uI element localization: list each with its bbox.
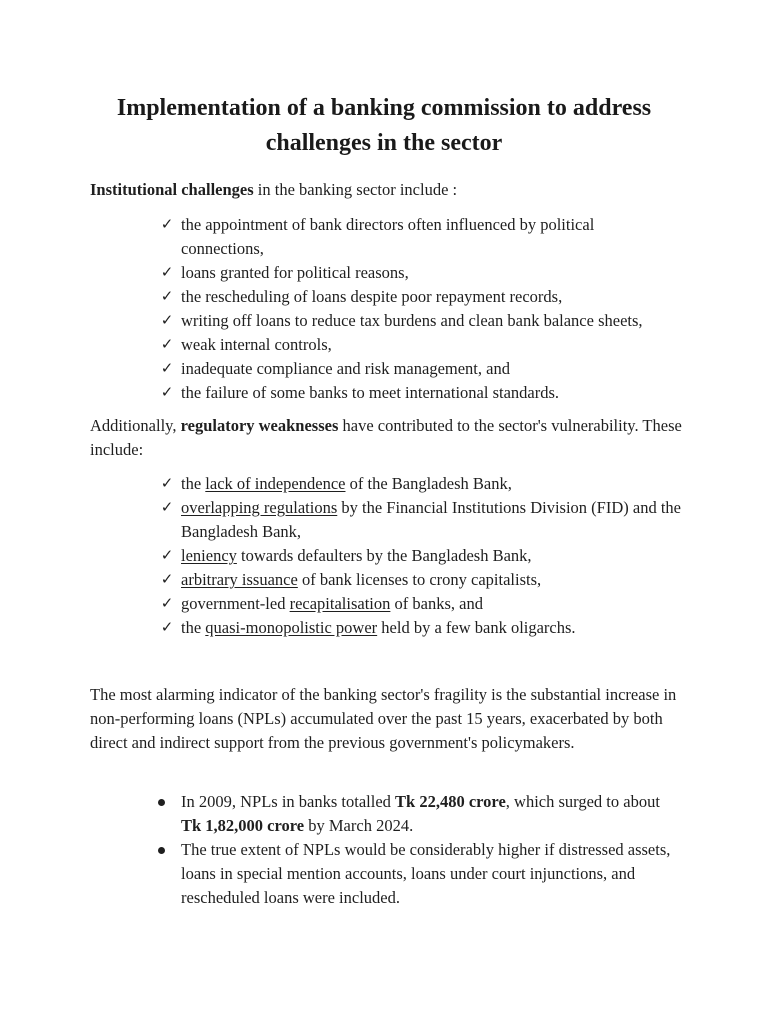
check-icon: ✓ (160, 337, 174, 353)
list-item (0, 333, 681, 357)
check-icon: ✓ (160, 313, 174, 329)
check-icon: ✓ (160, 548, 174, 564)
list-item-post: of the Bangladesh Bank, (345, 474, 512, 493)
check-icon: ✓ (160, 217, 174, 233)
list-item (0, 261, 681, 285)
list-item-text: the failure of some banks to meet international standards. (181, 383, 560, 402)
list-item (0, 357, 681, 381)
intro-rest: in the banking sector include : (253, 180, 458, 199)
list-item-post: by the Financial Institutions Division (FID) and the Bangladesh Bank, (181, 498, 681, 541)
list-item-post: of banks, and (390, 594, 483, 613)
check-icon: ✓ (160, 596, 174, 612)
underlined-term[interactable]: quasi-monopolistic power (205, 618, 378, 637)
list-item-pre: the (181, 474, 206, 493)
list-item-post: held by a few bank oligarchs. (377, 618, 576, 637)
list-item-text: In 2009, NPLs in banks totalled (181, 792, 396, 811)
list-item-pre: government-led (181, 594, 290, 613)
list-item (0, 838, 681, 910)
underlined-term[interactable]: overlapping regulations (181, 498, 338, 517)
underlined-term[interactable]: arbitrary issuance (181, 570, 298, 589)
list-item (0, 213, 681, 261)
page-title: Implementation of a banking commission to address challenges in the sector (116, 95, 652, 156)
check-icon: ✓ (160, 385, 174, 401)
institutional-challenges-list (0, 213, 681, 405)
intro-bold: Institutional challenges (90, 180, 254, 199)
underlined-term[interactable]: lack of independence (205, 474, 346, 493)
intro-paragraph (90, 178, 690, 202)
npl-figure-2024: Tk 1,82,000 crore (181, 816, 305, 835)
list-item (0, 790, 681, 838)
list-item-post: of bank licenses to crony capitalists, (297, 570, 542, 589)
regulatory-pre: Additionally, (90, 416, 181, 435)
regulatory-paragraph (90, 414, 690, 462)
list-item-text: the rescheduling of loans despite poor repayment records, (181, 287, 563, 306)
list-item-text: The true extent of NPLs would be considerably higher if distressed assets, loans in special mention accounts, loans under court injunctions, and rescheduled loans were included. (181, 840, 671, 907)
check-icon: ✓ (160, 620, 174, 636)
underlined-term[interactable]: leniency (181, 546, 237, 565)
list-item-text: by March 2024. (304, 816, 414, 835)
list-item-pre: the (181, 618, 206, 637)
bullet-icon (158, 847, 165, 854)
list-item-post: towards defaulters by the Bangladesh Bank, (236, 546, 532, 565)
check-icon: ✓ (160, 289, 174, 305)
list-item-text: loans granted for political reasons, (181, 263, 409, 282)
list-item (0, 568, 681, 592)
check-icon: ✓ (160, 500, 174, 516)
list-item (0, 381, 681, 405)
check-icon: ✓ (160, 361, 174, 377)
list-item-text: inadequate compliance and risk management, and (181, 359, 510, 378)
list-item (0, 472, 681, 496)
underlined-term[interactable]: recapitalisation (289, 594, 391, 613)
npl-list (0, 790, 681, 910)
regulatory-weaknesses-list (0, 472, 681, 640)
check-icon: ✓ (160, 572, 174, 588)
list-item (0, 309, 681, 333)
list-item (0, 616, 681, 640)
regulatory-post: have contributed to the sector's vulnerability. These include: (90, 416, 682, 459)
list-item-text: weak internal controls, (181, 335, 332, 354)
npl-figure-2009: Tk 22,480 crore (395, 792, 506, 811)
npl-paragraph: The most alarming indicator of the banking sector's fragility is the substantial increase in non-performing loans (NPLs) accumulated over the past 15 years, exacerbated by both direct and indirect support from the previous government's policymakers. (90, 685, 677, 752)
regulatory-bold: regulatory weaknesses (180, 416, 339, 435)
list-item (0, 544, 681, 568)
list-item-text: writing off loans to reduce tax burdens and clean bank balance sheets, (181, 311, 643, 330)
list-item (0, 496, 681, 544)
list-item-text: the appointment of bank directors often influenced by political connections, (181, 215, 595, 258)
list-item (0, 592, 681, 616)
bullet-icon (158, 799, 165, 806)
check-icon: ✓ (160, 476, 174, 492)
list-item (0, 285, 681, 309)
check-icon: ✓ (160, 265, 174, 281)
list-item-text: , which surged to about (505, 792, 660, 811)
